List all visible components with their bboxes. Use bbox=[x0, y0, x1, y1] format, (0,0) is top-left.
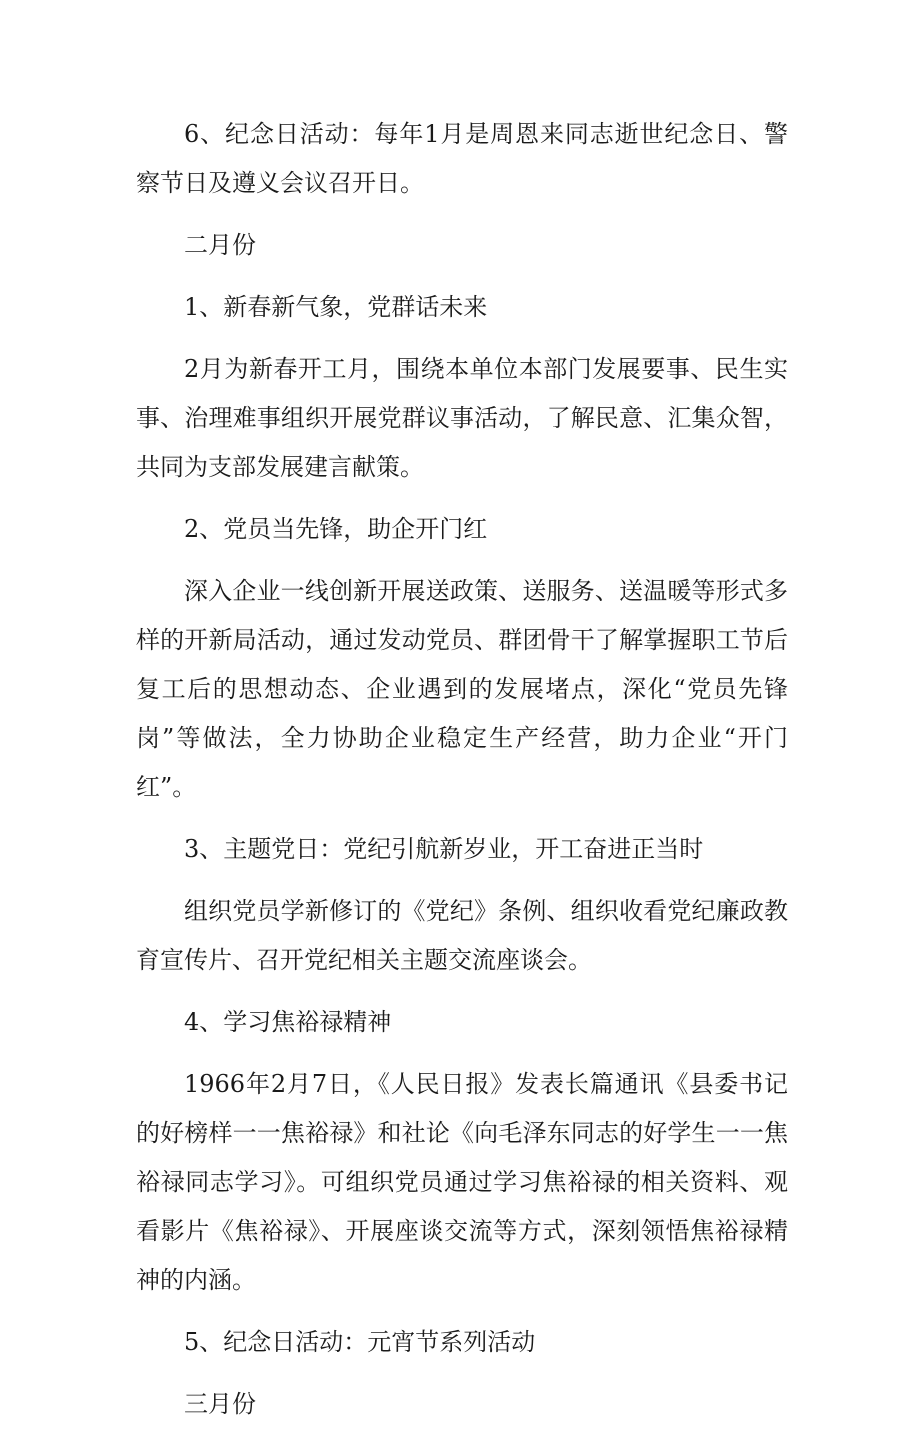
heading-february: 二月份 bbox=[184, 231, 256, 259]
item-heading-lantern-festival: 5、纪念日活动：元宵节系列活动 bbox=[184, 1328, 536, 1356]
paragraph-memorial-day-january: 6、纪念日活动：每年1月是周恩来同志逝世纪念日、警察节日及遵义会议召开日。 bbox=[136, 120, 788, 197]
item-heading-theme-party-day: 3、主题党日：党纪引航新岁业，开工奋进正当时 bbox=[184, 835, 704, 863]
item-heading-party-members-vanguard: 2、党员当先锋，助企开门红 bbox=[184, 515, 488, 543]
paragraph-jiao-yulu-spirit: 1966年2月7日，《人民日报》发表长篇通讯《县委书记的好榜样一一焦裕禄》和社论《向毛泽东同志的好学生一一焦裕禄同志学习》。可组织党员通过学习焦裕禄的相关资料、观看影片《焦裕禄》、开展座谈交流等方式，深刻领悟焦裕禄精神的内涵。 bbox=[136, 1070, 788, 1294]
paragraph-theme-party-day: 组织党员学新修订的《党纪》条例、组织收看党纪廉政教育宣传片、召开党纪相关主题交流座谈会。 bbox=[136, 897, 788, 974]
paragraph-party-members-vanguard: 深入企业一线创新开展送政策、送服务、送温暖等形式多样的开新局活动，通过发动党员、群团骨干了解掌握职工节后复工后的思想动态、企业遇到的发展堵点，深化“党员先锋岗”等做法，全力协助企业稳定生产经营，助力企业“开门红”。 bbox=[136, 577, 788, 801]
paragraph-new-spring: 2月为新春开工月，围绕本单位本部门发展要事、民生实事、治理难事组织开展党群议事活动，了解民意、汇集众智，共同为支部发展建言献策。 bbox=[136, 355, 788, 481]
document-body bbox=[136, 110, 788, 1442]
heading-march: 三月份 bbox=[184, 1390, 256, 1418]
item-heading-new-spring: 1、新春新气象，党群话未来 bbox=[184, 293, 488, 321]
item-heading-jiao-yulu-spirit: 4、学习焦裕禄精神 bbox=[184, 1008, 392, 1036]
